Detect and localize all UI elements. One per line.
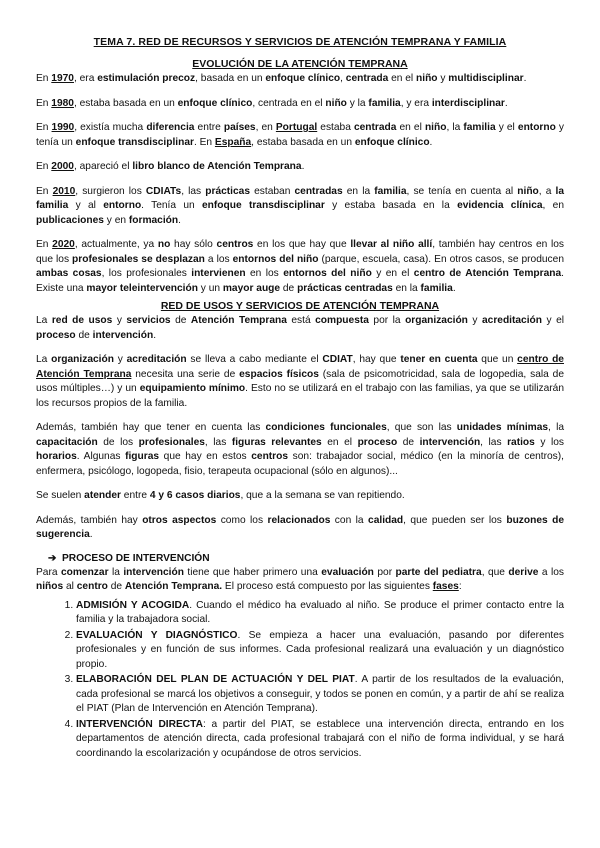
paragraph-calidad: Además, también hay otros aspectos como los relacionados con la calidad, que pueden ser los buzones de sugerencia. (36, 514, 564, 540)
paragraph-1980: En 1980, estaba basada en un enfoque clínico, centrada en el niño y la familia, y era interdisciplinar. (36, 97, 508, 109)
bold-text: países (223, 122, 256, 133)
bold-text: atender (84, 490, 121, 501)
bold-text: niño (325, 97, 347, 109)
section-heading-evolucion: EVOLUCIÓN DE LA ATENCIÓN TEMPRANA (192, 58, 408, 70)
bold-underlined-text: España (214, 136, 252, 148)
bold-text: comenzar (60, 566, 109, 578)
bold-text: estimulación precoz (97, 73, 196, 84)
bold-text: enfoque clínico (265, 73, 341, 84)
bold-text: intervención (419, 436, 481, 448)
bold-text: organización (51, 354, 114, 365)
bold-text: intervención (123, 566, 184, 578)
paragraph-1970: En 1970, era estimulación precoz, basada en un enfoque clínico, centrada en el niño y multidisciplinar. (36, 73, 527, 84)
bold-text: no (157, 239, 171, 250)
bold-text: centros (216, 239, 254, 250)
bold-text: interdisciplinar (431, 97, 505, 109)
bold-text: intervención (92, 329, 154, 341)
list-item: 4. INTERVENCIÓN DIRECTA: a partir del PIAT, se establece una intervención directa, entrando en los departamentos de atención directa, cada profesional trabajará con el niño de forma individual, y se hará coordinando la escolarización y ocupándose de otros servicios. (76, 718, 564, 762)
bold-text: condiciones funcionales (265, 422, 387, 433)
bold-text: familia (374, 185, 407, 197)
bold-underlined-text: 1970 (51, 73, 74, 84)
list-item: 1. ADMISIÓN Y ACOGIDA. Cuando el médico ha evaluado al niño. Se produce el primer contacto entre la familia y la trabajadora social. (76, 599, 564, 628)
bold-text: niño (416, 73, 438, 84)
bold-text: intervienen (191, 268, 246, 279)
bold-text: entornos del niño (283, 268, 372, 279)
section-red (36, 314, 564, 543)
bold-text: CDIAT (322, 354, 353, 365)
bold-text: multidisciplinar (448, 73, 524, 84)
bold-text: ambas cosas (36, 268, 102, 279)
bold-text: niño (517, 185, 539, 197)
bold-text: evidencia clínica (457, 200, 543, 211)
bold-text: familia (463, 122, 496, 133)
bold-text: la familia (36, 185, 564, 211)
bold-text: servicios (126, 315, 171, 326)
bold-text: evaluación (321, 566, 374, 578)
bold-text: unidades mínimas (456, 422, 549, 433)
bold-text: acreditación (126, 354, 187, 365)
bold-text: relacionados (267, 514, 331, 526)
bold-underlined-text: 2020 (52, 239, 75, 250)
bold-text: otros aspectos (142, 514, 217, 526)
process-heading (48, 553, 564, 564)
bold-text: calidad (368, 514, 404, 526)
bold-text: entorno (103, 200, 142, 211)
bold-text: mayor teleintervención (86, 282, 198, 294)
paragraph-red-composicion: La red de usos y servicios de Atención Temprana está compuesta por la organización y acreditación y el proceso de intervención. (36, 315, 565, 341)
document-page (36, 30, 564, 762)
bold-text: centro (76, 581, 108, 592)
bold-text: formación (128, 214, 179, 226)
bold-text: enfoque clínico (354, 136, 430, 148)
paragraph-condiciones: Además, también hay que tener en cuenta las condiciones funcionales, que son las unidades mínimas, la capacitación de los profesionales, las figuras relevantes en el proceso de intervención, las ratios y los horarios. Algunas figuras que hay en estos centros son: trabajador social, médico (en la minoría de centros), enfermera, psicólogo, logopeda, fisio, terapeuta ocupacional (sólo en algunos)... (36, 422, 565, 477)
bold-text: ratios (507, 436, 535, 448)
bold-text: mayor auge (222, 282, 281, 294)
bold-text: publicaciones (36, 214, 104, 226)
bold-underlined-text: 1990 (51, 122, 75, 133)
bold-text: capacitación (36, 436, 98, 448)
list-item: 3. ELABORACIÓN DEL PLAN DE ACTUACIÓN Y DEL PIAT. A partir de los resultados de la evaluación, cada profesional se marcá los objetivos a conseguir, y todos se ponen en común, y a partir de ahí se realiza el PIAT (Plan de Intervención en Atención Temprana). (76, 673, 564, 717)
process-intro: Para comenzar la intervención tiene que haber primero una evaluación por parte del pediatra, que derive a los niños al centro de Atención Temprana. El proceso está compuesto por las siguientes fases: (36, 566, 564, 592)
bold-text: llevar al niño allí (350, 239, 433, 250)
bold-text: CDIATs (145, 185, 182, 197)
bold-text: entornos del niño (232, 253, 319, 265)
bold-text: derive (508, 566, 539, 578)
bold-text: compuesta (315, 315, 369, 326)
bold-text: figuras (125, 451, 160, 462)
bold-text: Atención Temprana (190, 315, 287, 326)
bold-text: red de usos (51, 315, 113, 326)
bold-text: ELABORACIÓN DEL PLAN DE ACTUACIÓN Y DEL PIAT (76, 674, 355, 685)
bold-text: organización (405, 315, 468, 326)
paragraph-2010: En 2010, surgieron los CDIATs, las prácticas estaban centradas en la familia, se tenía en cuenta al niño, a la familia y al entorno. Tenía un enfoque transdisciplinar y estaba basada en la evidencia clínica, en publicaciones y en formación. (36, 185, 565, 226)
bold-text: EVALUACIÓN Y DIAGNÓSTICO (76, 629, 238, 641)
bold-text: centrada (345, 73, 389, 84)
bold-text: centros (251, 451, 289, 462)
bold-underlined-text: 2000 (51, 161, 74, 172)
bold-text: proceso (36, 329, 76, 341)
bold-text: buzones de sugerencia (36, 514, 564, 540)
arrow-right-icon: ➔ (48, 552, 57, 564)
bold-text: familia (368, 97, 401, 109)
bold-text: centrada (353, 122, 397, 133)
bold-text: enfoque transdisciplinar (75, 136, 194, 148)
bold-underlined-text: centro de Atención Temprana (36, 354, 564, 380)
bold-underlined-text: 1980 (51, 97, 74, 109)
bold-text: profesionales (138, 436, 205, 448)
bold-text: libro blanco de Atención Temprana (132, 161, 302, 172)
bold-text: acreditación (481, 315, 543, 326)
section-evolucion (36, 72, 564, 296)
bold-text: figuras relevantes (231, 436, 322, 448)
bold-underlined-text: 2010 (52, 185, 76, 197)
bold-text: familia (420, 282, 453, 294)
document-title: TEMA 7. RED DE RECURSOS Y SERVICIOS DE ATENCIÓN TEMPRANA Y FAMILIA (93, 36, 507, 48)
bold-text: proceso (357, 436, 398, 448)
bold-text: entorno (517, 122, 556, 133)
bold-text: 4 y 6 casos diarios (149, 490, 241, 501)
paragraph-casos: Se suelen atender entre 4 y 6 casos diarios, que a la semana se van repitiendo. (36, 490, 405, 501)
bold-underlined-text: Portugal (275, 122, 318, 133)
bold-text: prácticas (205, 185, 251, 197)
bold-text: equipamiento mínimo (139, 383, 246, 394)
bold-text: centradas (294, 185, 343, 197)
paragraph-organizacion: La organización y acreditación se lleva a cabo mediante el CDIAT, hay que tener en cuenta que un centro de Atención Temprana necesita una serie de espacios físicos (sala de psicomotricidad, sala de logopedia, sala de usos múltiples…) y un equipamiento mínimo. Esto no se utilizará en el trabajo con las familias, ya que se utilizarán los recursos propios de la familia. (36, 354, 565, 409)
bold-text: enfoque transdisciplinar (202, 200, 325, 211)
bold-text: Atención Temprana. (124, 581, 223, 592)
bold-text: centro de Atención Temprana (413, 268, 562, 279)
paragraph-2000: En 2000, apareció el libro blanco de Atención Temprana. (36, 161, 305, 172)
bold-text: horarios (36, 451, 77, 462)
bold-text: parte del pediatra (395, 566, 482, 578)
bold-text: espacios físicos (239, 368, 319, 380)
bold-text: ADMISIÓN Y ACOGIDA (76, 599, 190, 611)
bold-text: profesionales se desplazan (72, 253, 205, 265)
bold-text: enfoque clínico (177, 97, 253, 109)
process-steps-list (36, 599, 564, 762)
list-item: 2. EVALUACIÓN Y DIAGNÓSTICO. Se empieza a hacer una evaluación, pasando por diferentes profesionales y en función de sus informes. Cada profesional realizará una evaluación y un diagnóstico propio. (76, 629, 564, 673)
bold-text: prácticas centradas (297, 282, 393, 294)
bold-text: tener en cuenta (400, 354, 478, 365)
paragraph-1990: En 1990, existía mucha diferencia entre países, en Portugal estaba centrada en el niño, la familia y el entorno y tenía un enfoque transdisciplinar. En España, estaba basada en un enfoque clínico. (36, 122, 565, 148)
bold-text: niño (424, 122, 447, 133)
bold-text: diferencia (146, 122, 195, 133)
bold-text: niños (36, 581, 64, 592)
section-heading-red: RED DE USOS Y SERVICIOS DE ATENCIÓN TEMPRANA (160, 300, 440, 312)
process-heading-label: PROCESO DE INTERVENCIÓN (62, 552, 210, 564)
paragraph-2020: En 2020, actualmente, ya no hay sólo centros en los que hay que llevar al niño allí, también hay centros en los que los profesionales se desplazan a los entornos del niño (parque, escuela, casa). En otros casos, se producen ambas cosas, los profesionales intervienen en los entornos del niño y en el centro de Atención Temprana. Existe una mayor teleintervención y un mayor auge de prácticas centradas en la familia. (36, 239, 564, 294)
bold-underlined-text: fases (432, 581, 459, 592)
bold-text: INTERVENCIÓN DIRECTA (76, 718, 203, 730)
